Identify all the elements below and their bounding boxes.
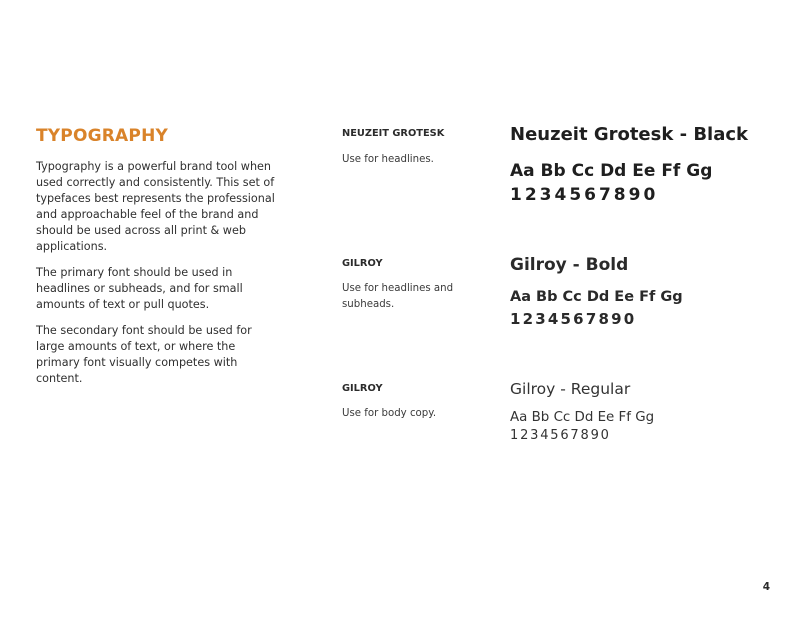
intro-paragraph-2: The primary font should be used in headlines or subheads, and for small amounts of text or pull quotes. <box>36 266 243 311</box>
intro-text <box>36 159 281 397</box>
intro-paragraph-1: Typography is a powerful brand tool when used correctly and consistently. This set of typefaces best represents the professional and approachable feel of the brand and should be used across all print & web applications. <box>36 160 275 253</box>
font-sample-name-gilroy-regular: Gilroy - Regular <box>510 380 631 398</box>
font-sample-alphabet-neuzeit: Aa Bb Cc Dd Ee Ff Gg <box>510 161 713 181</box>
font-sample-digits-neuzeit: 1234567890 <box>510 185 659 205</box>
font-sample-digits-gilroy-regular: 1234567890 <box>510 428 611 443</box>
font-sample-digits-gilroy-bold: 1234567890 <box>510 310 637 328</box>
font-usage-neuzeit: Use for headlines. <box>342 154 434 165</box>
font-sample-alphabet-gilroy-bold: Aa Bb Cc Dd Ee Ff Gg <box>510 289 683 305</box>
font-sample-name-neuzeit: Neuzeit Grotesk - Black <box>510 124 749 145</box>
font-label-gilroy-bold: GILROY <box>342 258 383 269</box>
font-label-gilroy-regular: GILROY <box>342 383 383 394</box>
page-title: TYPOGRAPHY <box>36 126 169 146</box>
font-sample-name-gilroy-bold: Gilroy - Bold <box>510 255 629 275</box>
page-number: 4 <box>762 581 770 593</box>
font-usage-gilroy-regular: Use for body copy. <box>342 408 437 419</box>
font-label-neuzeit: NEUZEIT GROTESK <box>342 128 445 139</box>
intro-paragraph-3: The secondary font should be used for large amounts of text, or where the primary font visually competes with content. <box>36 324 252 385</box>
font-sample-alphabet-gilroy-regular: Aa Bb Cc Dd Ee Ff Gg <box>510 410 655 425</box>
font-usage-gilroy-bold: Use for headlines and subheads. <box>342 283 454 310</box>
